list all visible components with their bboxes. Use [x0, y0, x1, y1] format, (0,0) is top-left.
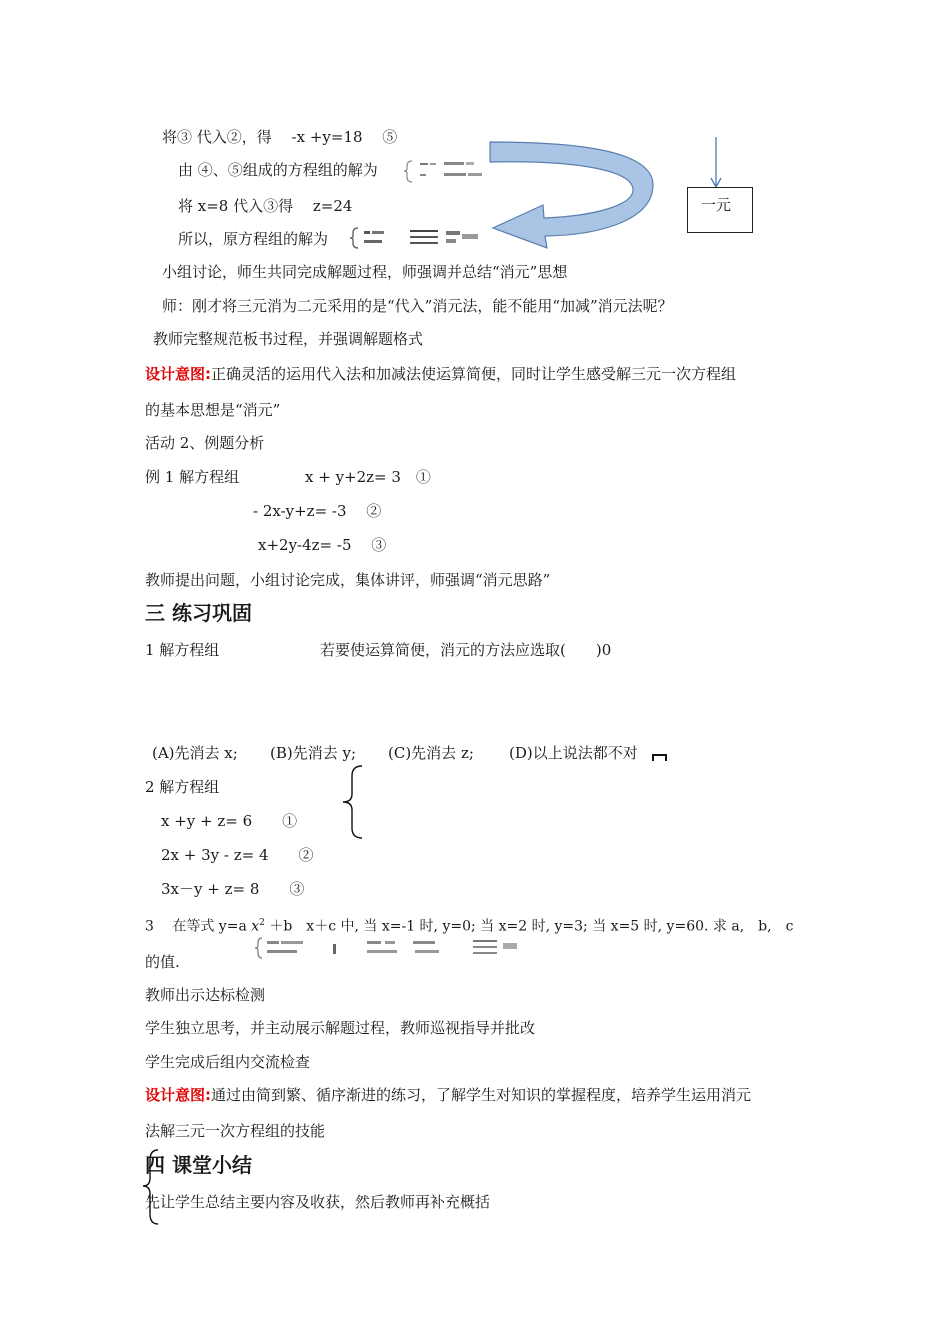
- substitute-x-line: 将 x=8 代入③得 z=24: [178, 197, 353, 215]
- teacher-raises-line: 教师提出问题，小组讨论完成，集体讲评，师强调“消元思路”: [145, 571, 551, 589]
- student-exchange-line: 学生完成后组内交流检查: [145, 1053, 311, 1071]
- example-1-eq2: - 2x-y+z= -3 ②: [253, 502, 382, 520]
- section-four-heading: 四 课堂小结: [145, 1153, 252, 1177]
- design-intent-1: [145, 364, 736, 384]
- option-d: (D)以上说法都不对: [509, 744, 638, 762]
- design-intent-2-cont: 法解三元一次方程组的技能: [145, 1122, 326, 1140]
- teacher-question-line: 师：刚才将三元消为二元采用的是“代入”消元法，能不能用“加减”消元法呢？: [162, 297, 673, 315]
- curved-arrow-icon: [485, 140, 660, 252]
- blurred-solution-image: [350, 226, 495, 250]
- substitution-line: 将③ 代入②，得 -x +y=18 ⑤: [162, 128, 398, 146]
- problem-2-eq1: x +y + z= 6 ①: [161, 812, 298, 830]
- down-arrow-icon: [708, 137, 724, 189]
- problem-2-eq3: 3x－y + z= 8 ③: [161, 880, 305, 898]
- box-label: 一元: [701, 196, 732, 214]
- option-c: (C)先消去 z;: [388, 744, 474, 762]
- option-a: (A)先消去 x;: [152, 744, 238, 762]
- problem-3-line: [145, 913, 793, 937]
- one-variable-box: [687, 187, 753, 233]
- original-solution-line: 所以，原方程组的解为: [178, 230, 329, 248]
- example-1-eq1: x + y+2z= 3 ①: [305, 468, 431, 486]
- summary-line: 先让学生总结主要内容及收获，然后教师再补充概括: [145, 1193, 491, 1211]
- blurred-equation-image: [404, 158, 494, 184]
- solution-line-xy: 由 ④、⑤组成的方程组的解为: [178, 161, 378, 179]
- design-intent-2: [145, 1085, 751, 1105]
- problem-1-question: 若要使运算简便，消元的方法应选取( )0: [320, 641, 612, 659]
- problem-1-label: 1 解方程组: [145, 641, 220, 659]
- problem-3-rest: ＋b x＋c 中, 当 x=-1 时, y=0; 当 x=2 时, y=3; 当 x=5 时, y=60. 求 a, b, c: [269, 918, 794, 935]
- blurred-answer-image: [255, 936, 540, 960]
- example-1-eq3: x+2y-4z= -5 ③: [258, 536, 387, 554]
- problem-3-exponent: 2: [259, 918, 265, 928]
- design-intent-2-colon: :: [205, 1086, 212, 1104]
- problem-3-start: 3 在等式 y=a: [145, 918, 247, 935]
- problem-3-end: 的值.: [145, 953, 180, 971]
- problem-2-label: 2 解方程组: [145, 778, 220, 796]
- design-intent-colon: :: [205, 365, 212, 383]
- design-intent-1-cont: 的基本思想是“消元”: [145, 401, 281, 419]
- bracket-mark-icon: [652, 752, 668, 762]
- activity-2-heading: 活动 2、例题分析: [145, 434, 265, 452]
- problem-3-x: x: [251, 918, 260, 935]
- brace-icon: [340, 764, 366, 840]
- group-discussion-line: 小组讨论，师生共同完成解题过程，师强调并总结“消元”思想: [162, 263, 568, 281]
- section-three-heading: 三 练习巩固: [145, 601, 252, 625]
- option-b: (B)先消去 y;: [270, 744, 357, 762]
- design-intent-label: 设计意图: [145, 365, 206, 383]
- problem-2-eq2: 2x + 3y - z= 4 ②: [161, 846, 314, 864]
- design-intent-text: 正确灵活的运用代入法和加减法使运算简便，同时让学生感受解三元一次方程组: [211, 365, 737, 383]
- design-intent-2-label: 设计意图: [145, 1086, 206, 1104]
- student-think-line: 学生独立思考，并主动展示解题过程，教师巡视指导并批改: [145, 1019, 536, 1037]
- example-1-label: 例 1 解方程组: [145, 468, 240, 486]
- teacher-board-line: 教师完整规范板书过程，并强调解题格式: [153, 330, 424, 348]
- teacher-check-line: 教师出示达标检测: [145, 986, 266, 1004]
- left-brace-icon: [140, 1148, 164, 1228]
- design-intent-2-text: 通过由简到繁、循序渐进的练习，了解学生对知识的掌握程度，培养学生运用消元: [211, 1086, 752, 1104]
